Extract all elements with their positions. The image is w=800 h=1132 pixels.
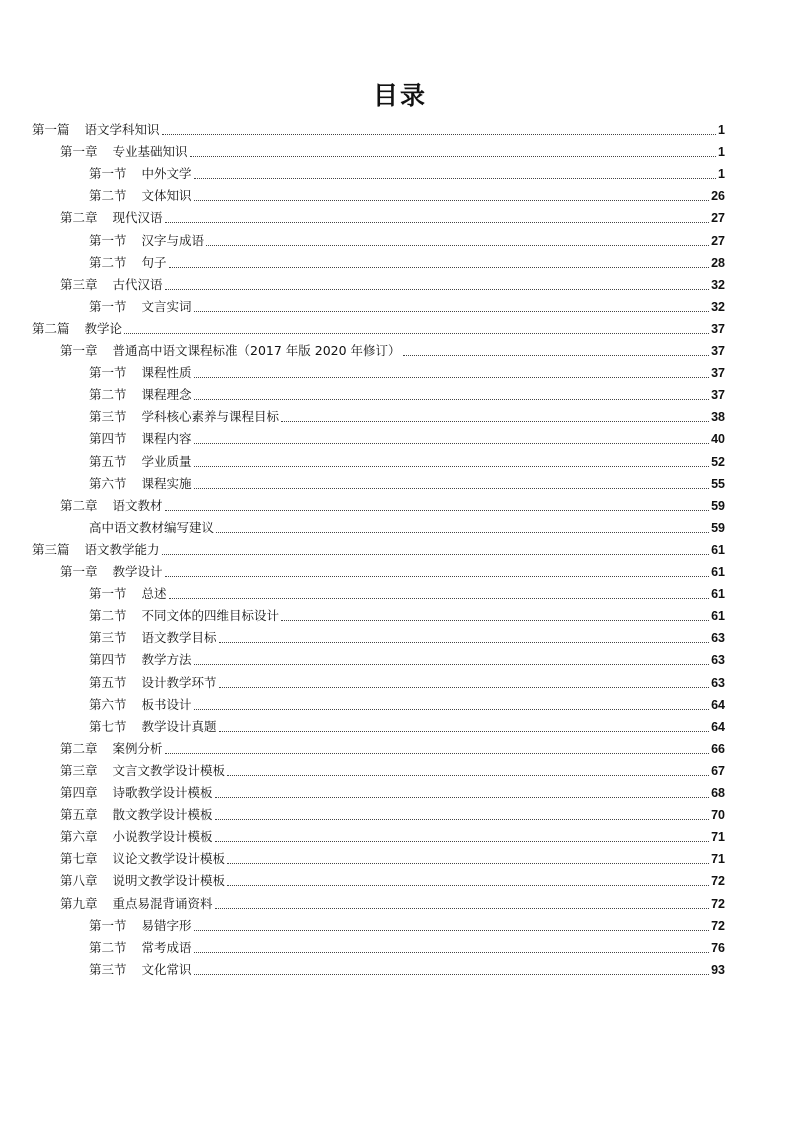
toc-entry-title: 课程理念 [141,387,192,403]
toc-entry-label [60,763,225,779]
toc-entry-page-number: 72 [711,874,725,889]
toc-entry-label [60,144,188,160]
toc-entry-page-number: 26 [711,189,725,204]
toc-entry-number: 第一节 [89,166,127,182]
toc-entry-number: 第一节 [89,232,127,248]
toc-entry-label [89,630,217,646]
toc-entry-number: 第六节 [89,696,127,712]
toc-entry-title: 语文教学目标 [141,630,217,646]
dot-leader [190,155,717,157]
toc-entry-label [60,343,401,359]
toc-entry-number: 第三节 [89,630,127,646]
toc-entry-number: 第二章 [60,497,98,513]
dot-leader [281,619,709,621]
toc-entry[interactable] [89,229,725,249]
toc-entry[interactable] [60,847,725,867]
toc-entry-title: 句子 [141,254,167,270]
toc-entry-page-number: 55 [711,476,725,491]
toc-entry[interactable] [89,427,725,447]
toc-entry-number: 第一章 [60,144,98,160]
toc-entry[interactable] [89,693,725,713]
toc-entry-title: 教学论 [84,320,123,336]
dot-leader [206,244,709,246]
toc-entry-label [89,387,192,403]
toc-entry-number: 第四节 [89,652,127,668]
dot-leader [216,531,709,533]
toc-entry-page-number: 37 [711,321,725,336]
toc-entry[interactable] [32,538,725,558]
toc-entry-title: 学业质量 [141,453,192,469]
toc-entry-label [60,785,213,801]
toc-entry-label [89,431,192,447]
toc-entry-label [89,586,167,602]
toc-entry[interactable] [89,251,725,271]
toc-entry-label [89,697,192,713]
toc-entry[interactable] [60,206,725,226]
toc-entry-number: 第一节 [89,917,127,933]
toc-entry-page-number: 52 [711,454,725,469]
dot-leader [194,973,710,975]
toc-entry[interactable] [89,450,725,470]
toc-entry-page-number: 71 [711,830,725,845]
toc-entry[interactable] [60,273,725,293]
toc-entry-number: 第七节 [89,718,127,734]
dot-leader [194,199,710,201]
toc-entry-title: 议论文教学设计模板 [112,851,226,867]
toc-entry-label [32,122,160,138]
toc-entry-page-number: 32 [711,299,725,314]
toc-entry-number: 第三章 [60,762,98,778]
toc-entry-number: 第一篇 [32,122,70,137]
toc-entry-page-number: 71 [711,852,725,867]
toc-entry[interactable] [60,339,725,359]
dot-leader [219,686,710,688]
toc-entry[interactable] [89,626,725,646]
dot-leader [215,840,710,842]
toc-entry-number: 第二节 [89,387,127,403]
toc-entry[interactable] [89,162,725,182]
toc-entry[interactable] [60,803,725,823]
toc-entry-page-number: 76 [711,940,725,955]
toc-entry-number: 第六节 [89,475,127,491]
toc-entry-number: 第一章 [60,564,98,579]
toc-entry-label [89,675,217,691]
dot-leader [215,907,710,909]
toc-entry-number: 第三章 [60,276,98,292]
toc-entry-label [89,365,192,381]
toc-entry-title: 语文教学能力 [84,541,160,557]
dot-leader [227,884,709,886]
dot-leader [194,929,710,931]
toc-entry[interactable] [60,781,725,801]
toc-entry[interactable] [60,737,725,757]
toc-entry[interactable] [60,560,725,580]
dot-leader [215,796,710,798]
toc-entry[interactable] [60,759,725,779]
toc-entry-page-number: 40 [711,432,725,447]
toc-entry-title: 中外文学 [141,166,192,182]
toc-entry[interactable] [89,472,725,492]
toc-entry-label [89,299,192,315]
toc-entry[interactable] [89,184,725,204]
toc-entry-number: 第一节 [89,298,127,314]
toc-entry-label [89,652,192,668]
toc-entry-label [32,542,160,558]
toc-entry-title: 常考成语 [141,939,192,955]
toc-entry-page-number: 27 [711,211,725,226]
dot-leader [194,310,710,312]
toc-entry-label [60,741,163,757]
toc-entry[interactable] [89,604,725,624]
toc-entry-number: 第五章 [60,807,98,823]
toc-entry[interactable] [60,892,725,912]
toc-entry-number: 第五节 [89,674,127,690]
dot-leader [162,553,710,555]
toc-entry-label [60,829,213,845]
toc-entry[interactable] [89,383,725,403]
toc-entry-number: 第二节 [89,939,127,955]
toc-entry-number: 第九章 [60,895,98,911]
toc-entry-title: 汉字与成语 [141,232,205,248]
toc-entry[interactable] [60,869,725,889]
toc-entry-title: 教学设计真题 [141,718,217,734]
toc-entry-number: 第二章 [60,210,98,226]
dot-leader [165,221,710,223]
toc-entry-title: 现代汉语 [112,210,163,226]
dot-leader [165,509,710,511]
toc-entry-number: 第八章 [60,873,98,889]
toc-entry-label [89,918,192,934]
dot-leader [227,862,709,864]
toc-entry-page-number: 68 [711,786,725,800]
toc-entry-title: 学科核心素养与课程目标 [141,409,280,425]
dot-leader [169,266,710,268]
toc-entry-page-number: 38 [711,410,725,425]
toc-entry[interactable] [89,582,725,602]
toc-entry-page-number: 37 [711,344,725,358]
dot-leader [403,354,710,356]
toc-entry-page-number: 64 [711,719,725,734]
toc-entry[interactable] [89,958,725,978]
toc-entry-page-number: 1 [718,123,725,137]
toc-entry-title: 设计教学环节 [141,674,217,690]
toc-entry-title: 诗歌教学设计模板 [112,785,213,800]
toc-entry[interactable] [89,648,725,668]
toc-entry-label [60,564,163,580]
toc-entry-title: 语文教材 [112,497,163,513]
toc-entry-number: 第五节 [89,453,127,469]
toc-entry-page-number: 28 [711,255,725,270]
toc-entry-label [60,498,163,514]
toc-entry-number: 第一章 [60,343,98,358]
toc-entry[interactable] [89,516,725,536]
toc-entry-page-number: 32 [711,277,725,292]
dot-leader [194,663,710,665]
toc-entry-page-number: 59 [711,520,725,535]
toc-entry-title: 案例分析 [112,740,163,756]
toc-entry-page-number: 37 [711,366,725,381]
dot-leader [194,177,717,179]
toc-entry[interactable] [89,715,725,735]
toc-entry-label [89,188,192,204]
toc-entry-title: 散文教学设计模板 [112,807,213,823]
dot-leader [194,708,710,710]
toc-entry-title: 重点易混背诵资料 [112,895,213,911]
page-title: 目录 [372,81,427,110]
toc-entry-title: 古代汉语 [112,276,163,292]
toc-entry-page-number: 72 [711,896,725,911]
dot-leader [194,442,710,444]
toc-entry-page-number: 63 [711,653,725,668]
toc-entry-number: 第三节 [89,961,127,977]
toc-entry-page-number: 63 [711,631,725,646]
toc-entry[interactable] [89,405,725,425]
toc-entry-title: 小说教学设计模板 [112,829,213,845]
toc-entry-page-number: 67 [711,763,725,778]
toc-entry-page-number: 61 [711,565,725,579]
toc-entry-label [60,210,163,226]
toc-entry-label [89,719,217,735]
toc-entry-label [60,277,163,293]
toc-entry-title: 课程实施 [141,475,192,491]
toc-entry-page-number: 66 [711,741,725,756]
toc-entry-label [89,608,279,624]
dot-leader [162,133,717,135]
toc-entry[interactable] [89,295,725,315]
dot-leader [165,288,710,290]
toc-entry[interactable] [60,825,725,845]
toc-entry-label [89,166,192,182]
toc-entry-page-number: 1 [718,167,725,182]
toc-entry-title: 文化常识 [141,961,192,977]
toc-entry-title: 总述 [141,586,167,602]
toc-entry-label [60,851,225,867]
toc-entry-title: 不同文体的四维目标设计 [141,608,280,624]
toc-entry-number: 第一节 [89,586,127,602]
toc-entry-title: 高中语文教材编写建议 [89,519,215,535]
toc-entry-page-number: 59 [711,498,725,513]
toc-entry[interactable] [89,936,725,956]
toc-entry-label [89,962,192,978]
toc-entry-label [89,520,214,536]
toc-entry-label [60,873,225,889]
toc-entry[interactable] [89,361,725,381]
dot-leader [281,420,709,422]
toc-entry-title: 教学方法 [141,652,192,668]
toc-entry-title: 易错字形 [141,917,192,933]
toc-entry-label [60,807,213,823]
toc-entry[interactable] [89,914,725,934]
toc-entry-title: 板书设计 [141,696,192,712]
toc-entry-title: 普通高中语文课程标准（2017 年版 2020 年修订） [112,343,401,358]
dot-leader [194,398,710,400]
toc-entry[interactable] [32,118,725,138]
toc-entry-label [89,233,204,249]
toc-entry[interactable] [60,494,725,514]
toc-entry-page-number: 63 [711,675,725,690]
toc-entry-page-number: 64 [711,697,725,712]
toc-entry-title: 文言实词 [141,298,192,314]
toc-entry-label [89,940,192,956]
toc-entry-label [89,409,279,425]
toc-entry-label [89,454,192,470]
toc-entry-page-number: 27 [711,233,725,248]
toc-entry-page-number: 61 [711,542,725,557]
toc-entry-page-number: 1 [718,145,725,160]
dot-leader [194,465,710,467]
toc-entry-page-number: 61 [711,609,725,624]
toc-entry[interactable] [89,671,725,691]
toc-entry-label [89,255,167,271]
toc-entry-page-number: 70 [711,808,725,823]
toc-entry-title: 说明文教学设计模板 [112,873,226,889]
toc-entry-number: 第三篇 [32,541,70,557]
toc-entry-number: 第七章 [60,851,98,867]
dot-leader [227,774,709,776]
dot-leader [124,332,709,334]
toc-entry-label [60,896,213,912]
toc-entry-title: 教学设计 [112,564,163,579]
toc-entry-label [32,321,122,337]
toc-entry-title: 课程内容 [141,431,192,447]
toc-entry-number: 第二节 [89,608,127,624]
toc-entry-number: 第二节 [89,188,127,204]
toc-entry-title: 专业基础知识 [112,144,188,160]
dot-leader [215,818,710,820]
dot-leader [165,575,710,577]
toc-entry-number: 第二节 [89,254,127,270]
toc-entry-page-number: 61 [711,587,725,602]
toc-entry-title: 文体知识 [141,188,192,204]
toc-entry-title: 文言文教学设计模板 [112,762,226,778]
toc-entry-number: 第四章 [60,785,98,800]
dot-leader [194,487,710,489]
toc-entry[interactable] [60,140,725,160]
dot-leader [194,376,710,378]
dot-leader [169,597,710,599]
toc-entry-page-number: 72 [711,918,725,933]
dot-leader [219,641,710,643]
dot-leader [219,730,710,732]
toc-entry-number: 第六章 [60,829,98,845]
toc-entry-number: 第二篇 [32,320,70,336]
dot-leader [194,951,710,953]
toc-entry-number: 第四节 [89,431,127,447]
toc-entry-label [89,476,192,492]
dot-leader [165,752,710,754]
toc-entry[interactable] [32,317,725,337]
toc-entry-page-number: 93 [711,962,725,977]
toc-entry-page-number: 37 [711,388,725,403]
toc-entry-number: 第二章 [60,740,98,756]
toc-entry-number: 第一节 [89,365,127,381]
toc-entry-title: 语文学科知识 [84,122,160,137]
toc-entry-number: 第三节 [89,409,127,425]
toc-entry-title: 课程性质 [141,365,192,381]
